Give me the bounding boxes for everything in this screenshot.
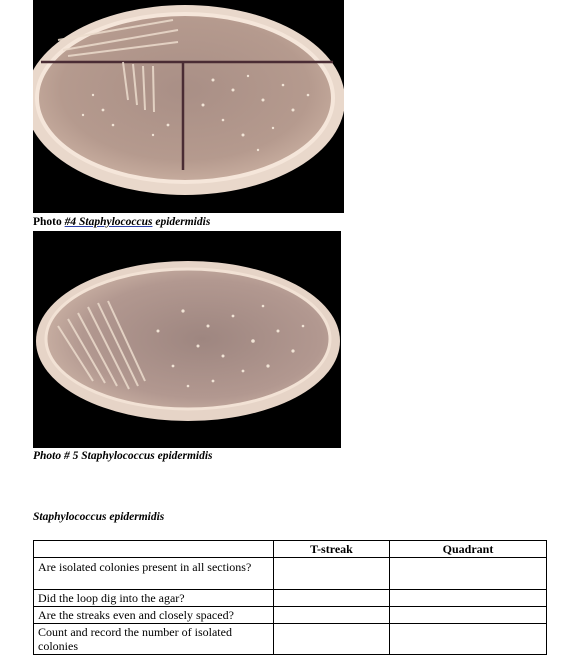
table-row [34,558,547,590]
petri-dish-photo-5 [33,231,341,448]
quadrant-answer-cell[interactable] [390,607,547,624]
petri-dish-image [33,0,344,213]
photo-4-caption-prefix: Photo [33,216,65,228]
t-streak-answer-cell[interactable] [274,607,390,624]
t-streak-answer-cell[interactable] [274,590,390,607]
evaluation-table [33,540,547,655]
table-row [34,590,547,607]
t-streak-answer-cell[interactable] [274,624,390,655]
photo-4-caption-suffix: epidermidis [152,216,211,228]
photo-5-caption: Photo # 5 Staphylococcus epidermidis [33,450,213,462]
quadrant-answer-cell[interactable] [390,558,547,590]
table-row [34,624,547,655]
quadrant-answer-cell[interactable] [390,624,547,655]
t-streak-answer-cell[interactable] [274,558,390,590]
petri-dish-photo-4 [33,0,344,213]
table-header-quadrant: Quadrant [390,541,547,558]
photo-4-caption-link[interactable]: #4 Staphylococcus [64,216,153,228]
question-cell: Count and record the number of isolated colonies [34,624,274,655]
table-header-t-streak: T-streak [274,541,390,558]
table-header-blank [34,541,274,558]
petri-dish-image [33,231,341,448]
table-header-row [34,541,547,558]
question-cell: Are the streaks even and closely spaced? [34,607,274,624]
question-cell: Are isolated colonies present in all sections? [34,558,274,590]
quadrant-answer-cell[interactable] [390,590,547,607]
photo-4-caption [33,216,210,228]
section-title: Staphylococcus epidermidis [33,511,165,523]
table-row [34,607,547,624]
question-cell: Did the loop dig into the agar? [34,590,274,607]
